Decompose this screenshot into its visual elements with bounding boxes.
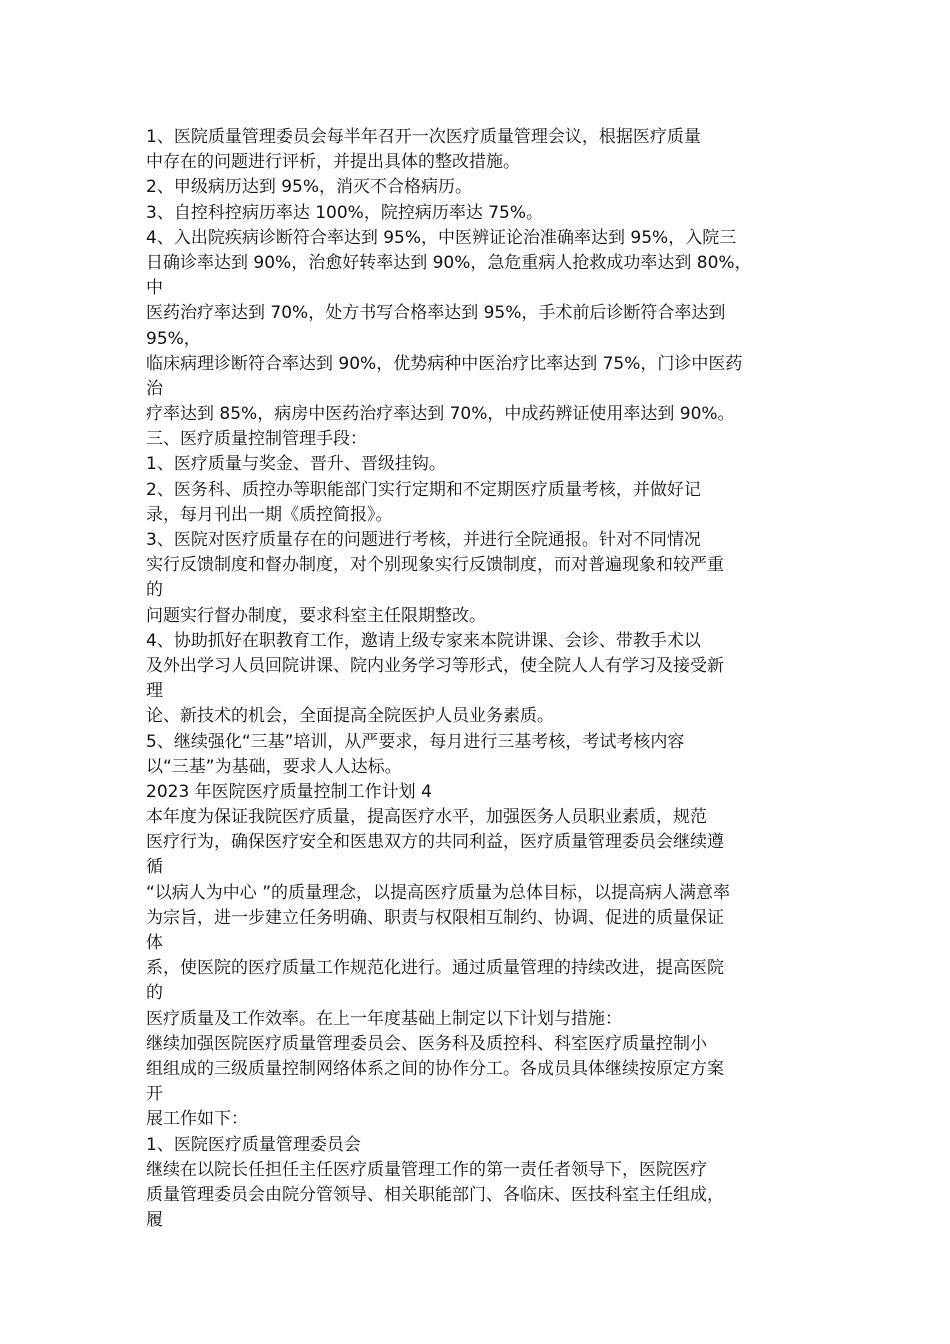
text-line: 实行反馈制度和督办制度，对个别现象实行反馈制度，而对普遍现象和较严重 <box>146 555 724 576</box>
text-line: 继续在以院长任担任主任医疗质量管理工作的第一责任者领导下，医院医疗 <box>146 1159 707 1180</box>
text-line: 2、甲级病历达到 95%，消灭不合格病历。 <box>146 177 473 198</box>
text-line: 95%， <box>146 328 201 349</box>
text-line: 临床病理诊断符合率达到 90%，优势病种中医治疗比率达到 75%，门诊中医药 <box>146 353 743 374</box>
text-line: 2、医务科、质控办等职能部门实行定期和不定期医疗质量考核，并做好记 <box>146 479 701 500</box>
text-line: “以病人为中心 ”的质量理念，以提高医疗质量为总体目标，以提高病人满意率 <box>146 882 731 903</box>
text-line: 继续加强医院医疗质量管理委员会、医务科及质控科、科室医疗质量控制小 <box>146 1033 707 1054</box>
text-line: 体 <box>146 933 163 953</box>
text-line: 理 <box>146 681 163 702</box>
text-line: 本年度为保证我院医疗质量，提高医疗水平，加强医务人员职业素质，规范 <box>146 807 707 828</box>
text-line: 开 <box>146 1084 163 1105</box>
text-line: 循 <box>146 857 163 878</box>
text-line: 的 <box>146 983 163 1004</box>
text-line: 3、自控科控病历率达 100%，院控病历率达 75%。 <box>146 202 544 223</box>
text-line: 质量管理委员会由院分管领导、相关职能部门、各临床、医技科室主任组成， <box>146 1184 724 1205</box>
text-line: 治 <box>146 378 163 399</box>
text-line: 1、医院质量管理委员会每半年召开一次医疗质量管理会议，根据医疗质量 <box>146 127 701 147</box>
text-line: 3、医院对医疗质量存在的问题进行考核，并进行全院通报。针对不同情况 <box>146 530 701 550</box>
plan-title: 2023 年医院医疗质量控制工作计划 4 <box>146 781 432 802</box>
text-line: 系，使医院的医疗质量工作规范化进行。通过质量管理的持续改进，提高医院 <box>146 958 724 979</box>
text-line: 为宗旨，进一步建立任务明确、职责与权限相互制约、协调、促进的质量保证 <box>146 907 724 928</box>
text-line: 医疗行为，确保医疗安全和医患双方的共同利益，医疗质量管理委员会继续遵 <box>146 832 724 853</box>
text-line: 以“三基”为基础，要求人人达标。 <box>146 756 402 777</box>
text-line: 的 <box>146 580 163 601</box>
text-line: 4、入出院疾病诊断符合率达到 95%，中医辨证论治准确率达到 95%，入院三 <box>146 227 737 248</box>
text-line: 录，每月刊出一期《质控简报》。 <box>146 504 393 525</box>
text-line: 论、新技术的机会，全面提高全院医护人员业务素质。 <box>146 706 554 727</box>
text-line: 日确诊率达到 90%，治愈好转率达到 90%，急危重病人抢救成功率达到 80%， <box>146 252 752 273</box>
subsection-heading: 1、医院医疗质量管理委员会 <box>146 1134 361 1155</box>
text-line: 4、协助抓好在职教育工作，邀请上级专家来本院讲课、会诊、带教手术以 <box>146 630 701 651</box>
text-line: 5、继续强化“三基”培训，从严要求，每月进行三基考核，考试考核内容 <box>146 731 685 752</box>
text-line: 医疗质量及工作效率。在上一年度基础上制定以下计划与措施： <box>146 1008 622 1029</box>
text-line: 中存在的问题进行评析，并提出具体的整改措施。 <box>146 152 520 173</box>
text-line: 中 <box>146 278 163 299</box>
text-line: 疗率达到 85%，病房中医药治疗率达到 70%，中成药辨证使用率达到 90%。 <box>146 404 735 425</box>
document-body <box>146 125 826 1233</box>
text-line: 问题实行督办制度，要求科室主任限期整改。 <box>146 605 486 626</box>
text-line: 医药治疗率达到 70%，处方书写合格率达到 95%，手术前后诊断符合率达到 <box>146 303 726 324</box>
text-line: 履 <box>146 1210 163 1231</box>
text-line: 1、医疗质量与奖金、晋升、晋级挂钩。 <box>146 454 446 475</box>
text-line: 展工作如下： <box>146 1109 248 1130</box>
section-heading: 三、医疗质量控制管理手段： <box>146 429 367 450</box>
text-line: 及外出学习人员回院讲课、院内业务学习等形式，使全院人人有学习及接受新 <box>146 655 724 676</box>
text-line: 组组成的三级质量控制网络体系之间的协作分工。各成员具体继续按原定方案 <box>146 1058 724 1079</box>
